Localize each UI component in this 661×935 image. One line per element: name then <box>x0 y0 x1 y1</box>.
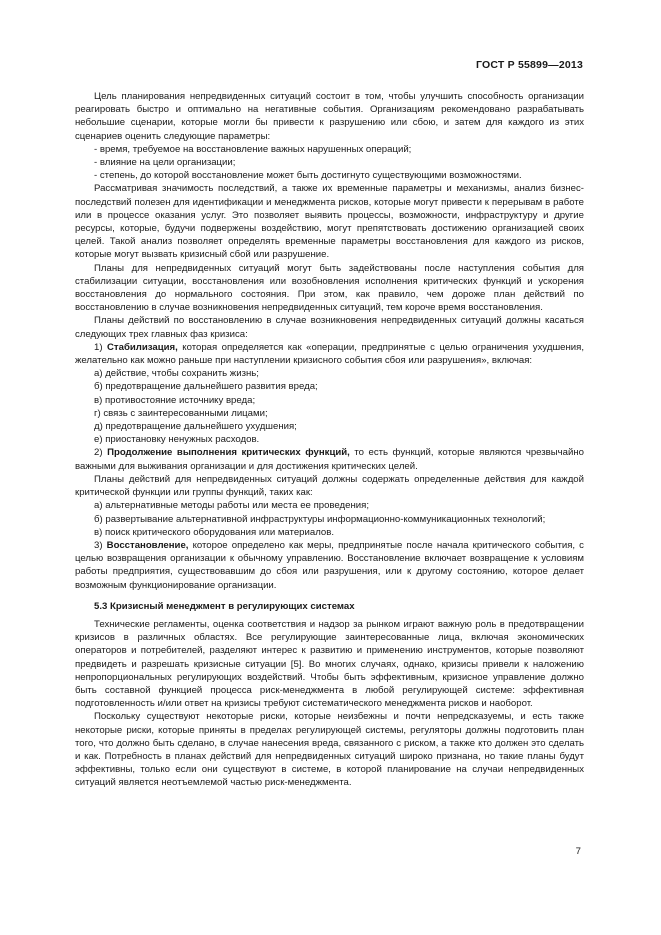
phase-title: Восстановление, <box>106 539 189 551</box>
phase-number: 3) <box>94 539 103 551</box>
phase-text: то есть функций, которые являются чрезвычайно важными для выживания организации и для достижения критических целей. <box>75 447 584 472</box>
page-body <box>75 90 584 790</box>
list-item: е) приостановку ненужных расходов. <box>94 434 260 446</box>
paragraph-plans-activation: Планы для непредвиденных ситуаций могут быть задействованы после наступления события для стабилизации ситуации, восстановления или возобновления исполнения критических функций и ускорения восстановления до нормального состояния. При этом, как правило, чем дороже план действий по восстановлению в случае возникновения непредвиденных ситуаций, тем короче время восстановления. <box>75 262 584 314</box>
phase-text: которое определено как меры, предпринятые после начала критического события, с целью возвращения организации к обычному управлению. Восстановление включает возвращение к условиям работы предприятия, существовавшим до сбоя или разрушения, или к другому состоянию, которое делает возможным функционирование организации. <box>75 539 584 591</box>
phase-number: 1) <box>94 341 103 353</box>
list-item: б) развертывание альтернативной инфраструктуры информационно-коммуникационных технологий; <box>94 513 546 525</box>
paragraph-function-actions: Планы действий для непредвиденных ситуаций должны содержать определенные действия для каждой критической функции или группы функций, таких как: <box>75 473 584 499</box>
list-item: - время, требуемое на восстановление важных нарушенных операций; <box>94 143 412 155</box>
list-item: - влияние на цели организации; <box>94 157 236 169</box>
phase-recovery <box>75 539 584 592</box>
phase-text: которая определяется как «операции, предпринятые с целью ограничения ухудшения, желательно как можно раньше при наступлении кризисного события сбоя или разрушения», включая: <box>75 341 584 367</box>
paragraph-regulators-plans: Поскольку существуют некоторые риски, которые неизбежны и почти непредсказуемы, и есть также некоторые риски, которые приняты в пределах регулирующей системы, регуляторы должны подготовить план того, что должно быть сделано, в случае нанесения вреда, связанного с риском, а также кто должен это сделать и как. Потребность в планах действий для непредвиденных ситуаций широко признана, но такие планы будут эффективны, только если они существуют в системе, в которой планирование на случаи непредвиденных ситуаций является неотъемлемой частью риск-менеджмента. <box>75 711 584 789</box>
section-heading: 5.3 Кризисный менеджмент в регулирующих системах <box>94 600 355 612</box>
paragraph-business-impact: Рассматривая значимость последствий, а также их временные параметры и механизмы, анализ бизнес-последствий полезен для идентификации и менеджмента рисков, которые могут привести к перерывам в работе или в процессе оказания услуг. Это позволяет выявить процессы, возможности, инфраструктуру и другие ресурсы, которые, будучи подвержены воздействию, могут препятствовать достижению организацией своих целей. Такой анализ позволяет определять временные параметры восстановления для каждого из рисков, которые могут вызвать кризисный сбой или разрушение. <box>75 183 584 261</box>
document-id-header: ГОСТ Р 55899—2013 <box>475 59 583 71</box>
phase-number: 2) <box>94 447 103 459</box>
paragraph-contingency-goal: Цель планирования непредвиденных ситуаций состоит в том, чтобы улучшить способность организации реагировать быстро и оптимально на негативные события. Организациям рекомендовано разрабатывать небольшие сценарии, которые могли бы привести к разрушению или сбою, и затем для каждого из этих сценариев оценить следующие параметры: <box>75 91 584 142</box>
list-item: в) противостояние источнику вреда; <box>94 394 256 406</box>
paragraph-regulation: Технические регламенты, оценка соответствия и надзор за рынком играют важную роль в предотвращении кризисов в различных областях. Все регулирующие заинтересованные лица, включая экономических операторов и потребителей, разделяют интерес к развитию и применению инструментов, которые позволяют предвидеть и разрешать кризисные ситуации [5]. Во многих случаях, однако, кризисы привели к наложению непропорциональных регулирующих воздействий. Чтобы быть эффективным, кризисное управление должно быть составной функцией процесса риск-менеджмента в любой регулирующей системе: эффективная подготовленность и/или ответ на кризисы требуют систематического менеджмента рисков и наоборот. <box>75 618 584 710</box>
page-number: 7 <box>575 846 581 857</box>
list-item: а) альтернативные методы работы или места ее проведения; <box>94 500 369 512</box>
phase-title: Продолжение выполнения критических функций, <box>107 447 350 459</box>
phase-title: Стабилизация, <box>106 341 178 353</box>
list-item: б) предотвращение дальнейшего развития вреда; <box>94 381 318 393</box>
list-item: - степень, до которой восстановление может быть достигнуто существующими возможностями. <box>94 170 522 182</box>
paragraph-crisis-phases: Планы действий по восстановлению в случае возникновения непредвиденных ситуаций должны касаться следующих трех главных фаз кризиса: <box>75 315 584 340</box>
list-item: в) поиск критического оборудования или материалов. <box>94 526 335 538</box>
list-item: г) связь с заинтересованными лицами; <box>94 407 268 419</box>
list-item: а) действие, чтобы сохранить жизнь; <box>94 368 259 380</box>
phase-critical-functions <box>75 446 584 472</box>
phase-stabilization <box>75 341 584 367</box>
list-item: д) предотвращение дальнейшего ухудшения; <box>94 421 297 433</box>
